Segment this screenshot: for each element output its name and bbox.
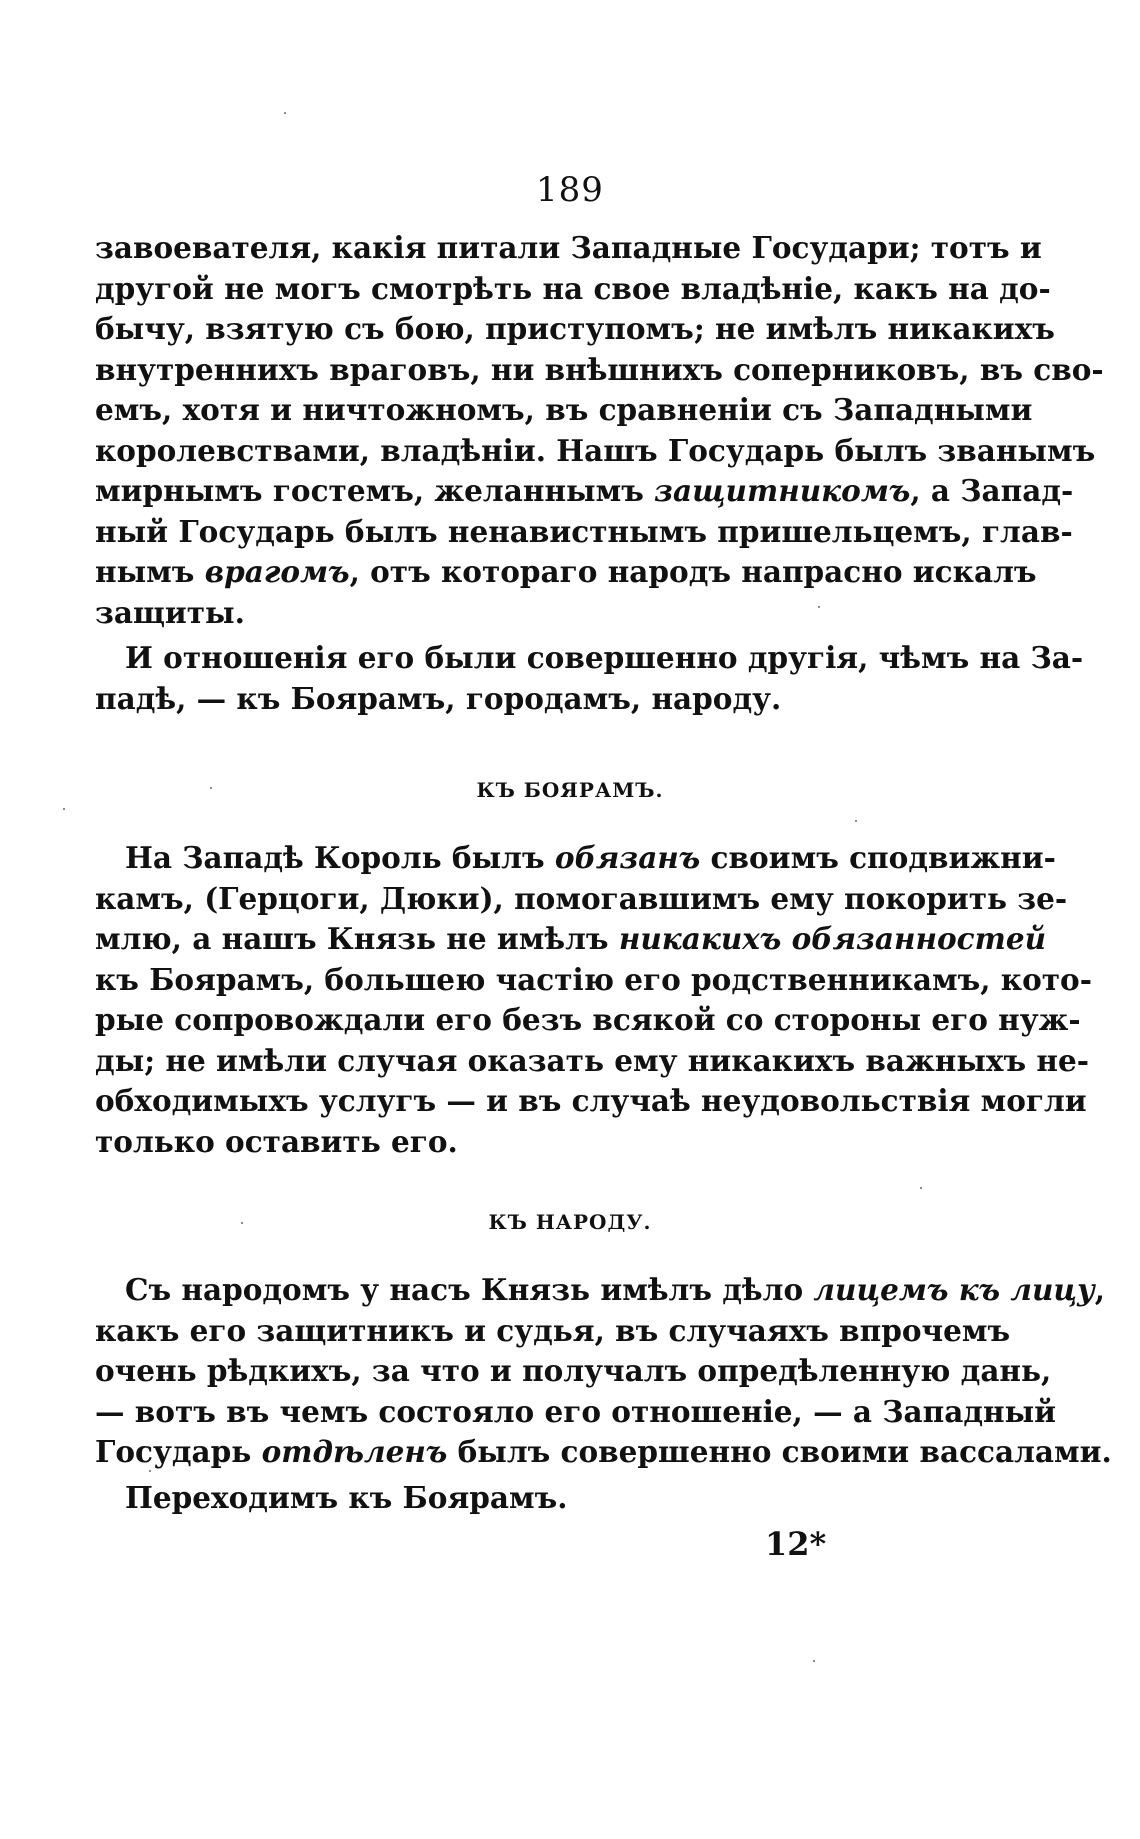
text-line: — вотъ въ чемъ состояло его отношеніе, — а Западный xyxy=(95,1393,1057,1429)
paragraph-2 xyxy=(95,638,1084,719)
emphasized-word: отдѣленъ xyxy=(261,1434,448,1469)
text-segment: , а Запад- xyxy=(910,473,1074,508)
text-line xyxy=(95,919,1047,960)
text-segment: мирнымъ гостемъ, желаннымъ xyxy=(95,473,644,508)
text-line: емъ, хотя и ничтожномъ, въ сравненіи съ Западными xyxy=(95,392,1033,427)
signature-mark: 12* xyxy=(765,1525,827,1563)
text-line: очень рѣдкихъ, за что и получалъ опредѣленную дань, xyxy=(95,1353,1052,1388)
text-segment: Съ народомъ у насъ Князь имѣлъ дѣло xyxy=(125,1272,804,1307)
text-line: ный Государь былъ ненавистнымъ пришельцемъ, глав- xyxy=(95,513,1073,549)
text-segment: , xyxy=(1094,1272,1106,1307)
text-line: рые сопровождали его безъ всякой со стороны его нуж- xyxy=(95,1002,1081,1037)
text-segment: своимъ сподвижни- xyxy=(710,840,1056,875)
text-line: какъ его защитникъ и судья, въ случаяхъ впрочемъ xyxy=(95,1312,1011,1348)
scan-speck xyxy=(855,820,857,822)
emphasized-word: лицемъ къ лицу xyxy=(813,1272,1095,1307)
emphasized-word: никакихъ обязанностей xyxy=(618,921,1047,956)
emphasized-word: обязанъ xyxy=(554,840,701,875)
emphasized-word: врагомъ xyxy=(204,554,350,589)
text-segment: былъ совершенно своими вассалами. xyxy=(457,1434,1112,1469)
text-segment: млю, а нашъ Князь не имѣлъ xyxy=(95,921,609,956)
scan-speck xyxy=(818,606,820,608)
section-heading-boyars: КЪ БОЯРАМЪ. xyxy=(476,778,664,802)
text-line: бычу, взятую съ бою, приступомъ; не имѣлъ никакихъ xyxy=(95,311,1055,346)
text-line xyxy=(95,552,1037,593)
text-segment: нымъ xyxy=(95,554,195,589)
emphasized-word: защитникомъ xyxy=(654,473,911,508)
text-segment: На Западѣ Король былъ xyxy=(125,840,545,875)
text-line: И отношенія его были совершенно другія, чѣмъ на За- xyxy=(125,640,1084,675)
scan-speck xyxy=(63,808,65,810)
text-line xyxy=(95,471,1074,512)
text-line: завоевателя, какія питали Западные Государи; тотъ и xyxy=(95,230,1042,265)
text-line: защиты. xyxy=(95,594,245,630)
scan-speck xyxy=(241,1222,243,1224)
scan-speck xyxy=(210,787,212,789)
scan-speck xyxy=(284,112,286,114)
text-line: къ Боярамъ, большею частію его родственникамъ, кото- xyxy=(95,961,1092,997)
section-heading-people: КЪ НАРОДУ. xyxy=(488,1210,652,1234)
paragraph-3 xyxy=(95,838,1092,1162)
page-number: 189 xyxy=(536,170,604,210)
text-line xyxy=(95,1432,1112,1473)
text-line: королевствами, владѣніи. Нашъ Государь былъ званымъ xyxy=(95,432,1096,468)
paragraph-1 xyxy=(95,228,1104,633)
text-line xyxy=(95,1270,1106,1311)
text-line: ды; не имѣли случая оказать ему никакихъ важныхъ не- xyxy=(95,1042,1090,1078)
text-line: Переходимъ къ Боярамъ. xyxy=(125,1480,568,1515)
text-line: обходимыхъ услугъ — и въ случаѣ неудовольствія могли xyxy=(95,1083,1087,1118)
text-segment: , отъ котораго народъ напрасно искалъ xyxy=(349,554,1037,589)
text-line: другой не могъ смотрѣть на свое владѣніе, какъ на до- xyxy=(95,270,1051,306)
scan-speck xyxy=(813,1660,815,1662)
scan-speck xyxy=(920,1187,922,1189)
text-line xyxy=(95,838,1056,879)
text-line: камъ, (Герцоги, Дюки), помогавшимъ ему покорить зе- xyxy=(95,880,1068,916)
text-line: внутреннихъ враговъ, ни внѣшнихъ соперниковъ, въ сво- xyxy=(95,351,1104,387)
text-line: падѣ, — къ Боярамъ, городамъ, народу. xyxy=(95,680,782,716)
paragraph-4 xyxy=(95,1270,1112,1473)
paragraph-5 xyxy=(95,1478,910,1519)
scan-speck xyxy=(149,1470,151,1472)
text-segment: Государь xyxy=(95,1434,252,1469)
text-line: только оставить его. xyxy=(95,1123,458,1159)
